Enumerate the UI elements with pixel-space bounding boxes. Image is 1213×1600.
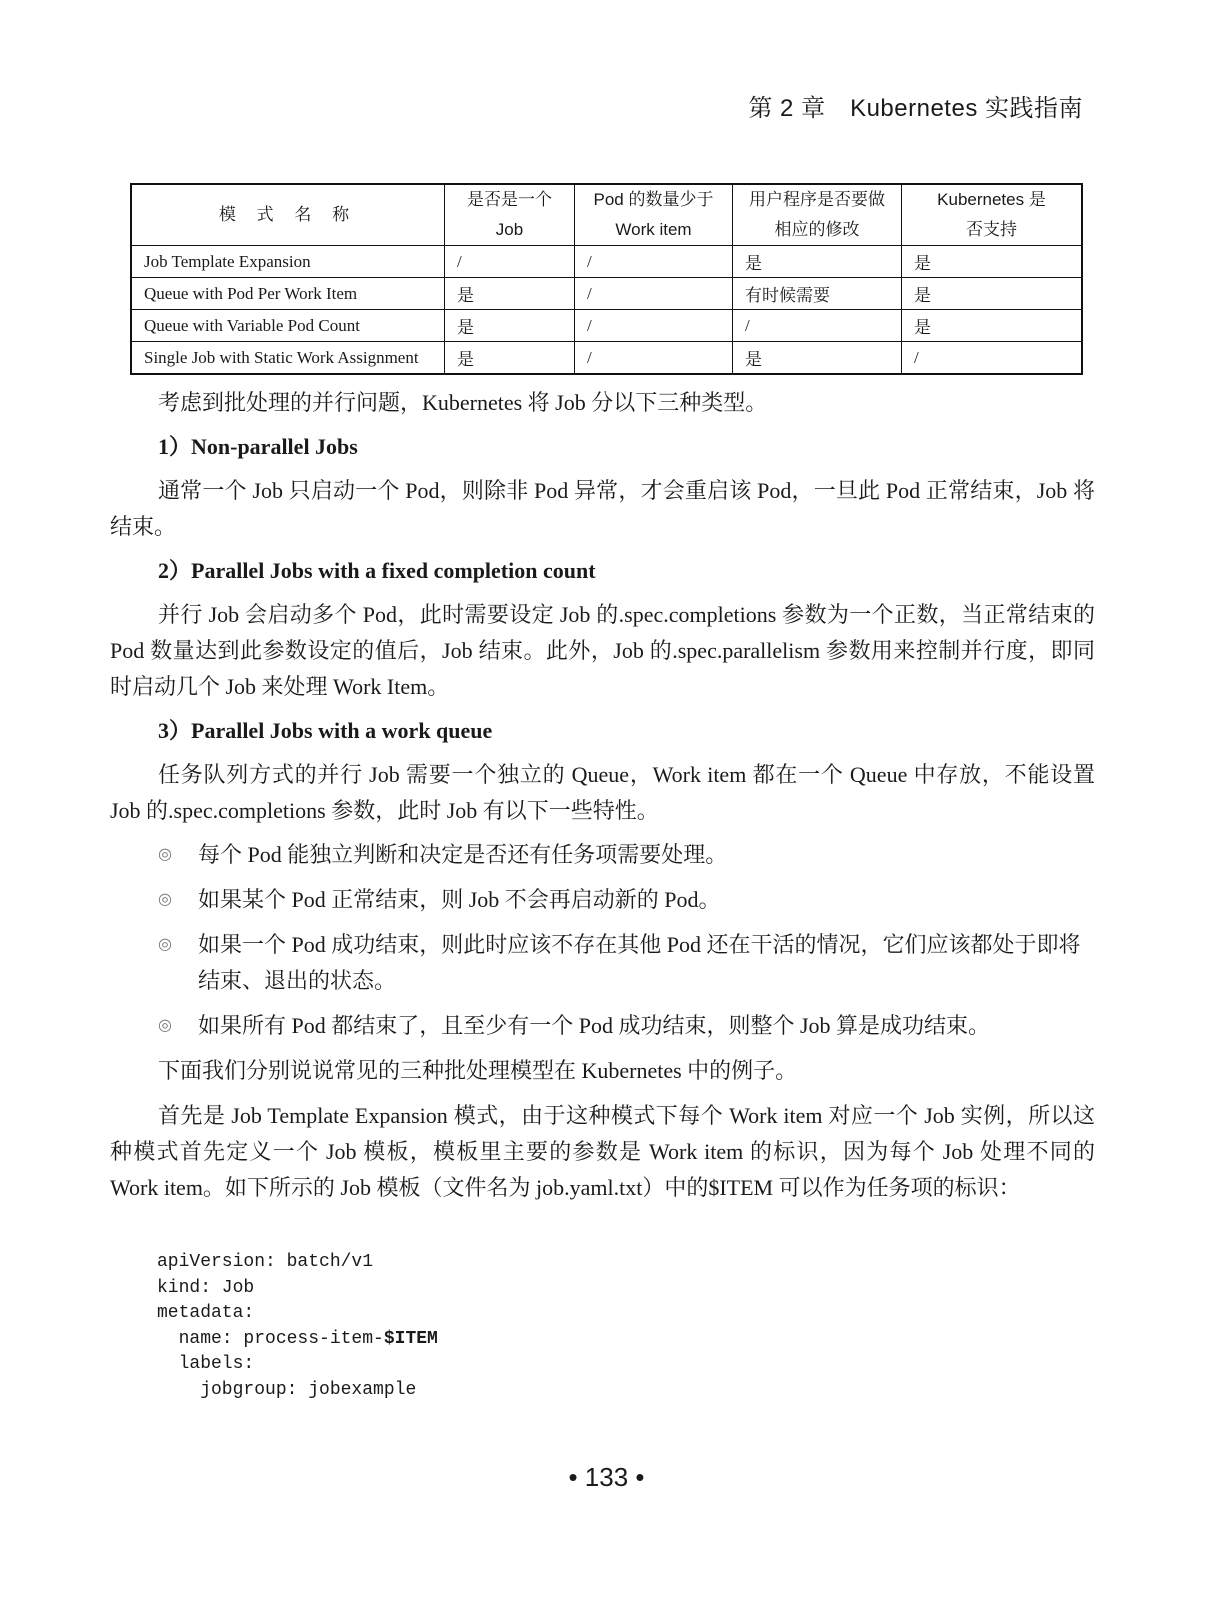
table-cell: 是 bbox=[733, 246, 902, 278]
table-row bbox=[131, 342, 1082, 375]
table-cell: Queue with Pod Per Work Item bbox=[131, 278, 445, 310]
list-item: ◎ 如果某个 Pod 正常结束，则 Job 不会再启动新的 Pod。 bbox=[110, 882, 1095, 918]
heading-non-parallel: 1）Non-parallel Jobs bbox=[158, 434, 358, 459]
table-cell: 是 bbox=[902, 278, 1083, 310]
paragraph-fixed-completion: 并行 Job 会启动多个 Pod，此时需要设定 Job 的.spec.completions 参数为一个正数，当正常结束的 Pod 数量达到此参数设定的值后，Job 结束。此外，Job 的.spec.parallelism 参数用来控制并行度，即同时启动几个 Job 来处理 Work Item。 bbox=[110, 602, 1095, 699]
table-cell: / bbox=[575, 246, 733, 278]
list-item: ◎ 每个 Pod 能独立判断和决定是否还有任务项需要处理。 bbox=[110, 837, 1095, 873]
header-is-one-job: 是否是一个 Job bbox=[445, 184, 575, 246]
code-variable: $ITEM bbox=[383, 1328, 438, 1349]
table-cell: / bbox=[733, 310, 902, 342]
header-app-changes: 用户程序是否要做 相应的修改 bbox=[733, 184, 902, 246]
table-cell: / bbox=[575, 342, 733, 375]
table-cell: / bbox=[575, 278, 733, 310]
header-k8s-support: Kubernetes 是 否支持 bbox=[902, 184, 1083, 246]
table-cell: 是 bbox=[445, 342, 575, 375]
heading-work-queue: 3）Parallel Jobs with a work queue bbox=[158, 718, 493, 743]
bullet-icon: ◎ bbox=[158, 1017, 172, 1034]
header-pod-count: Pod 的数量少于 Work item bbox=[575, 184, 733, 246]
table-cell: / bbox=[575, 310, 733, 342]
code-line: labels: bbox=[157, 1354, 255, 1374]
code-line: jobgroup: jobexample bbox=[157, 1379, 417, 1400]
job-modes-table bbox=[130, 183, 1083, 375]
table-cell: 有时候需要 bbox=[733, 278, 902, 310]
code-line: name: process-item- bbox=[157, 1328, 384, 1349]
page-number: • 133 • bbox=[568, 1462, 645, 1492]
table-cell: 是 bbox=[733, 342, 902, 375]
table-header-row bbox=[131, 184, 1082, 246]
code-line: kind: Job bbox=[157, 1277, 255, 1298]
bullet-icon: ◎ bbox=[158, 846, 172, 863]
table-row bbox=[131, 310, 1082, 342]
heading-fixed-completion: 2）Parallel Jobs with a fixed completion count bbox=[158, 558, 596, 583]
code-block bbox=[157, 1250, 438, 1403]
table-cell: Queue with Variable Pod Count bbox=[131, 310, 445, 342]
table-cell: 是 bbox=[445, 278, 575, 310]
table-cell: 是 bbox=[445, 310, 575, 342]
table-cell: / bbox=[902, 342, 1083, 375]
table-cell: 是 bbox=[902, 310, 1083, 342]
table-cell: Job Template Expansion bbox=[131, 246, 445, 278]
paragraph-non-parallel: 通常一个 Job 只启动一个 Pod，则除非 Pod 异常，才会重启该 Pod，一旦此 Pod 正常结束，Job 将结束。 bbox=[110, 478, 1095, 539]
body-text bbox=[110, 385, 1095, 1206]
intro-paragraph: 考虑到批处理的并行问题，Kubernetes 将 Job 分以下三种类型。 bbox=[158, 390, 768, 415]
list-item: ◎ 如果所有 Pod 都结束了，且至少有一个 Pod 成功结束，则整个 Job 算是成功结束。 bbox=[110, 1008, 1095, 1044]
bullet-icon: ◎ bbox=[158, 891, 172, 908]
table-cell: / bbox=[445, 246, 575, 278]
table-row bbox=[131, 246, 1082, 278]
header-mode-name: 模 式 名 称 bbox=[131, 184, 445, 246]
code-line: metadata: bbox=[157, 1303, 255, 1323]
paragraph-work-queue: 任务队列方式的并行 Job 需要一个独立的 Queue，Work item 都在一个 Queue 中存放，不能设置 Job 的.spec.completions 参数，此时 Job 有以下一些特性。 bbox=[110, 762, 1095, 823]
list-item: ◎ 如果一个 Pod 成功结束，则此时应该不存在其他 Pod 还在干活的情况，它们应该都处于即将结束、退出的状态。 bbox=[110, 927, 1095, 999]
bullet-icon: ◎ bbox=[158, 936, 172, 953]
table-row bbox=[131, 278, 1082, 310]
paragraph-examples-intro: 下面我们分别说说常见的三种批处理模型在 Kubernetes 中的例子。 bbox=[158, 1058, 798, 1083]
running-header: 第 2 章 Kubernetes 实践指南 bbox=[748, 95, 1083, 122]
table-cell: 是 bbox=[902, 246, 1083, 278]
table-cell: Single Job with Static Work Assignment bbox=[131, 342, 445, 375]
code-line: apiVersion: batch/v1 bbox=[157, 1252, 374, 1272]
paragraph-template-expansion: 首先是 Job Template Expansion 模式，由于这种模式下每个 Work item 对应一个 Job 实例，所以这种模式首先定义一个 Job 模板，模板里主要的参数是 Work item 的标识，因为每个 Job 处理不同的 Work item。如下所示的 Job 模板（文件名为 job.yaml.txt）中的$ITEM 可以作为任务项的标识： bbox=[110, 1103, 1095, 1200]
